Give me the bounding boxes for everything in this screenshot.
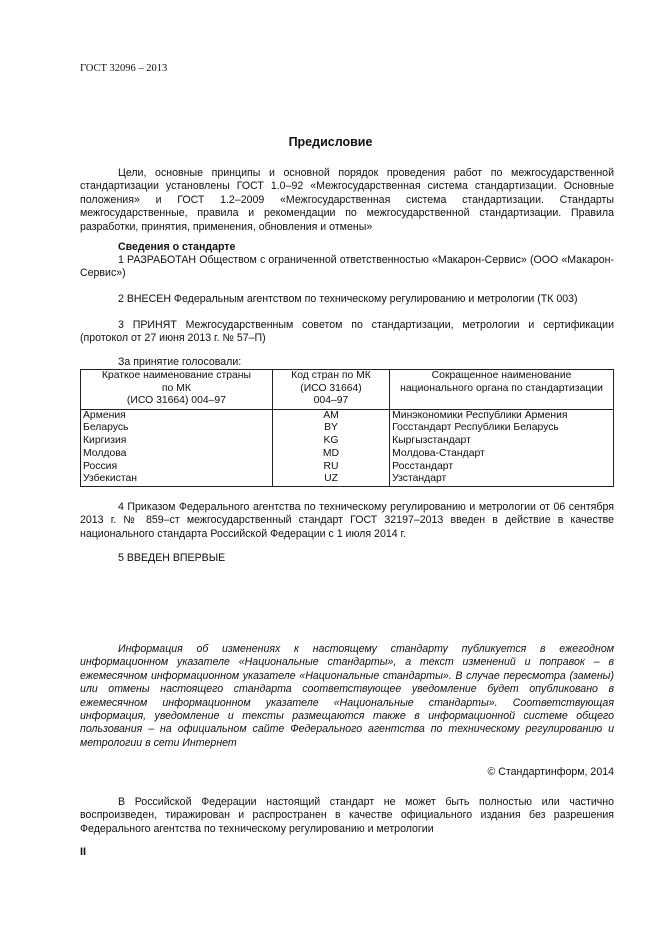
header-country — [81, 370, 273, 410]
body-cell: Кыргызстандарт — [390, 435, 614, 448]
notice-text: Информация об изменениях к настоящему стандарту публикуется в ежегодном информационном указателе «Национальные стандарты», а текст изменений и поправок – в ежемесячном информационном указателе «Национальные стандарты». В случае пересмотра (замены) или отмены настоящего стандарта соответствующее уведомление будет опубликовано в ежемесячном информационном указателе «Национальные стандарты». Соответствующая информация, уведомление и тексты размещаются также в информационной системе общего пользования – на официальном сайте Федерального агентства по техническому регулированию и метрологии в сети Интернет — [80, 643, 614, 749]
table-row — [81, 422, 614, 435]
table-row — [81, 461, 614, 474]
header-country-line2: по МК — [161, 382, 191, 394]
body-cell: Госстандарт Республики Беларусь — [390, 422, 614, 435]
code-cell: AM — [272, 409, 389, 422]
standard-info-heading: Сведения о стандарте — [118, 241, 236, 253]
code-cell: RU — [272, 461, 389, 474]
voted-label-block — [80, 356, 614, 369]
table-row — [81, 409, 614, 422]
header-code-line1: Код стран по МК — [291, 370, 371, 381]
header-body-line2: национального органа по стандартизации — [400, 382, 603, 394]
body-cell: Молдова-Стандарт — [390, 448, 614, 461]
header-code-line3: 004–97 — [313, 395, 349, 406]
page-number: II — [80, 846, 87, 858]
item5-paragraph — [80, 552, 614, 565]
code-cell: KG — [272, 435, 389, 448]
header-body-line1: Сокращенное наименование — [431, 370, 572, 381]
voting-table — [80, 369, 614, 487]
intro-paragraph — [80, 167, 614, 234]
item3-paragraph — [80, 319, 614, 346]
header-code — [272, 370, 389, 410]
page-title: Предисловие — [288, 135, 373, 149]
item4-paragraph — [80, 501, 614, 541]
notice-paragraph — [80, 643, 614, 750]
copyright: © Стандартинформ, 2014 — [487, 766, 614, 778]
country-cell: Россия — [81, 461, 273, 474]
header-body — [390, 370, 614, 410]
country-cell: Армения — [81, 409, 273, 422]
header-country-line1: Краткое наименование страны — [101, 370, 251, 381]
table-row — [81, 448, 614, 461]
table-row — [81, 435, 614, 448]
reproduction-paragraph — [80, 796, 614, 836]
body-cell: Росстандарт — [390, 461, 614, 474]
body-cell: Узстандарт — [390, 473, 614, 486]
country-cell: Беларусь — [81, 422, 273, 435]
table-header-row — [81, 370, 614, 410]
reproduction-text: В Российской Федерации настоящий стандарт не может быть полностью или частично воспроизведен, тиражирован и распространен в качестве официального издания без разрешения Федерального агентства по техническому регулированию и метрологии — [80, 796, 614, 835]
voted-label: За принятие голосовали: — [118, 356, 242, 368]
body-cell: Минэкономики Республики Армения — [390, 409, 614, 422]
country-cell: Киргизия — [81, 435, 273, 448]
code-cell: MD — [272, 448, 389, 461]
header-code-line2: (ИСО 31664) — [300, 382, 362, 394]
document-header: ГОСТ 32096 – 2013 — [80, 63, 168, 74]
code-cell: UZ — [272, 473, 389, 486]
item2-text: 2 ВНЕСЕН Федеральным агентством по техническому регулированию и метрологии (ТК 003) — [118, 293, 578, 305]
table-row — [81, 473, 614, 486]
item5-text: 5 ВВЕДЕН ВПЕРВЫЕ — [118, 552, 226, 564]
standard-info-heading-block — [80, 241, 614, 254]
item2-paragraph — [80, 293, 614, 306]
header-country-line3: (ИСО 31664) 004–97 — [126, 395, 226, 406]
item1-paragraph — [80, 254, 614, 281]
item3-text: 3 ПРИНЯТ Межгосударственным советом по стандартизации, метрологии и сертификации (протокол от 27 июня 2013 г. № 57–П) — [80, 319, 614, 345]
country-cell: Узбекистан — [81, 473, 273, 486]
item1-text: 1 РАЗРАБОТАН Обществом с ограниченной ответственностью «Макарон-Сервис» (ООО «Макарон-Сервис») — [80, 254, 614, 280]
country-cell: Молдова — [81, 448, 273, 461]
item4-text: 4 Приказом Федерального агентства по техническому регулированию и метрологии от 06 сентября 2013 г. № 859–ст межгосударственный стандарт ГОСТ 32197–2013 введен в действие в качестве национального стандарта Российской Федерации с 1 июля 2014 г. — [80, 501, 614, 540]
code-cell: BY — [272, 422, 389, 435]
intro-text: Цели, основные принципы и основной порядок проведения работ по межгосударственной стандартизации установлены ГОСТ 1.0–92 «Межгосударственная система стандартизации. Основные положения» и ГОСТ 1.2–2009 «Межгосударственная система стандартизации. Стандарты межгосударственные, правила и рекомендации по межгосударственной стандартизации. Правила разработки, принятия, применения, обновления и отмены» — [80, 167, 614, 233]
